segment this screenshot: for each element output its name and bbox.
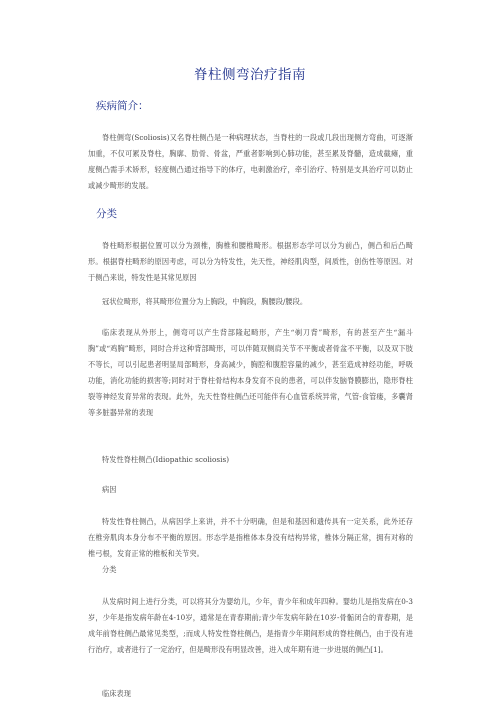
paragraph-classification: 脊柱畸形根据位置可以分为颈椎，胸椎和腰椎畸形。根据形态学可以分为前凸，侧凸和后凸畸形。根据脊柱畸形的原因考虑，可以分为特发性，先天性，神经肌肉型，间质性，创伤性等原因。对于侧凸来说，特发性是其常见原因: [88, 241, 413, 282]
paragraph-idiopathic-heading: 特发性脊柱侧凸(Idiopathic scoliosis): [102, 455, 230, 464]
paragraph-class-heading: 分类: [102, 565, 117, 574]
section-heading-class: 分类: [96, 208, 117, 220]
paragraph-clinical-heading: 临床表现: [102, 689, 131, 698]
section-heading-intro: 疾病简介：: [96, 100, 149, 112]
paragraph-clinical: 临床表现从外形上，侧弯可以产生背部隆起畸形，产生“剃刀背”畸形，有的甚至产生“漏斗胸”或“鸡胸”畸形，同时合并这种背部畸形，可以伴随双侧肩关节不平衡或者骨盆不平衡，以及双下肢不等长，可以引起患者明显局部畸形，身高减少，胸腔和腹腔容量的减少，甚至造成神经功能，呼吸功能，消化功能的损害等;同时对于脊柱骨结构本身发育不良的患者，可以伴发脑脊膜膨出，隐形脊柱裂等神经发育异常的表现。此外，先天性脊柱侧凸还可能伴有心血管系统异常，气管-食管瘘，多囊肾等多脏器异常的表现: [88, 328, 413, 417]
page-title: 脊柱侧弯治疗指南: [194, 67, 306, 83]
paragraph-etiology: 特发性脊柱侧凸，从病因学上来讲，并不十分明确，但是和基因和遗传具有一定关系，此外还存在椎旁肌肉本身分布不平衡的原因。形态学是指椎体本身没有结构异常，椎体分隔正常，拥有对称的椎弓根，发育正常的椎板和关节突。: [88, 517, 413, 558]
paragraph-intro: 脊柱侧弯(Scoliosis)又名脊柱侧凸是一种病理状态，当脊柱的一段或几段出现侧方弯曲，可逐渐加重，不仅可累及脊柱，胸廓、肋骨、骨盆，严重者影响到心肺功能，甚至累及脊髓，造成截瘫，重度侧凸需手术矫形，轻度侧凸通过指导下的体疗，电刺激治疗，牵引治疗、特别是支具治疗可以防止或减少畸形的发展。: [88, 133, 413, 190]
paragraph-onset: 从发病时间上进行分类，可以将其分为婴幼儿，少年，青少年和成年四种。婴幼儿是指发病在0-3岁，少年是指发病年龄在4-10岁，通常是在青春期前;青少年发病年龄在10岁-骨骺闭合的青春期，是成年前脊柱侧凸最常见类型，;而成人特发性脊柱侧凸，是指青少年期间形成的脊柱侧凸，由于没有进行治疗，或者进行了一定治疗，但是畸形没有明显改善，进入成年期有进一步进展的侧凸[1]。: [88, 597, 413, 654]
paragraph-etiology-heading: 病因: [102, 485, 117, 494]
paragraph-coronal: 冠状位畸形，将其畸形位置分为上胸段，中胸段，胸腰段/腰段。: [102, 297, 308, 306]
